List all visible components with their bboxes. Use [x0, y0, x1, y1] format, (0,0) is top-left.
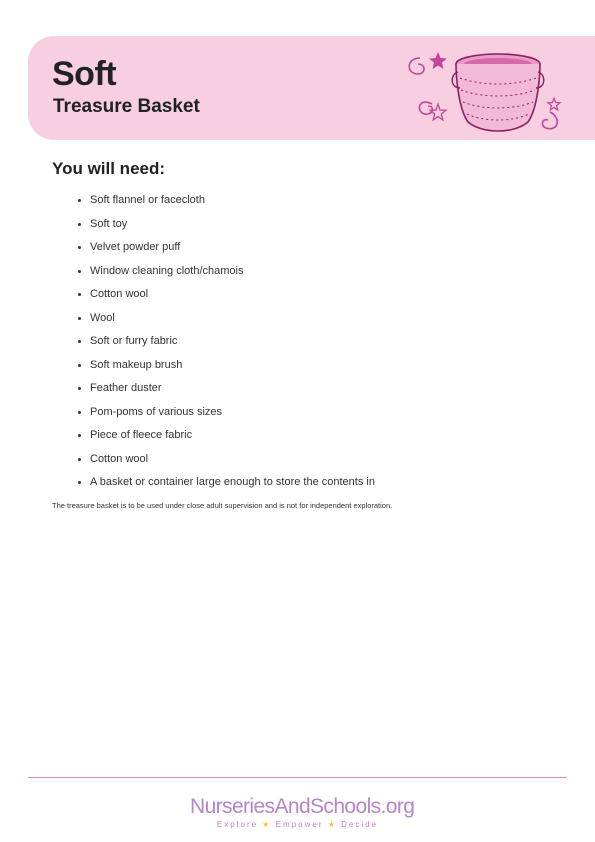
star-icon-bottom — [430, 104, 446, 120]
star-icon-top — [429, 52, 447, 69]
tagline-word: Explore — [216, 820, 259, 829]
list-item: Cotton wool — [77, 451, 375, 475]
list-item: Window cleaning cloth/chamois — [77, 263, 375, 287]
list-item: Soft makeup brush — [77, 357, 375, 381]
logo-tagline — [190, 820, 405, 830]
footer-logo[interactable] — [190, 795, 415, 830]
basket-illustration — [402, 44, 572, 136]
swirl-right — [542, 112, 557, 129]
swirl-left-top — [409, 58, 424, 74]
list-item: Soft flannel or facecloth — [77, 192, 375, 216]
list-item: Pom-poms of various sizes — [77, 404, 375, 428]
star-icon: ★ — [327, 820, 337, 829]
list-item: A basket or container large enough to store the contents in — [77, 474, 375, 498]
logo-text: NurseriesAndSchools.org — [190, 795, 415, 818]
section-heading: You will need: — [52, 159, 166, 178]
list-item: Wool — [77, 310, 375, 334]
page-subtitle: Treasure Basket — [53, 96, 200, 117]
star-icon: ★ — [262, 820, 272, 829]
tagline-word: Empower — [275, 820, 324, 829]
list-item: Feather duster — [77, 380, 375, 404]
page-title: Soft — [52, 55, 117, 93]
star-icon-right — [548, 98, 560, 110]
list-item: Piece of fleece fabric — [77, 427, 375, 451]
list-item: Soft or furry fabric — [77, 333, 375, 357]
list-item: Soft toy — [77, 216, 375, 240]
tagline-word: Decide — [341, 820, 379, 829]
needs-list — [77, 192, 375, 498]
list-item: Velvet powder puff — [77, 239, 375, 263]
list-item: Cotton wool — [77, 286, 375, 310]
basket-body — [456, 64, 540, 131]
supervision-note: The treasure basket is to be used under close adult supervision and is not for independent exploration. — [52, 501, 393, 510]
footer-divider — [28, 777, 567, 778]
swirl-left-bottom — [419, 102, 432, 114]
